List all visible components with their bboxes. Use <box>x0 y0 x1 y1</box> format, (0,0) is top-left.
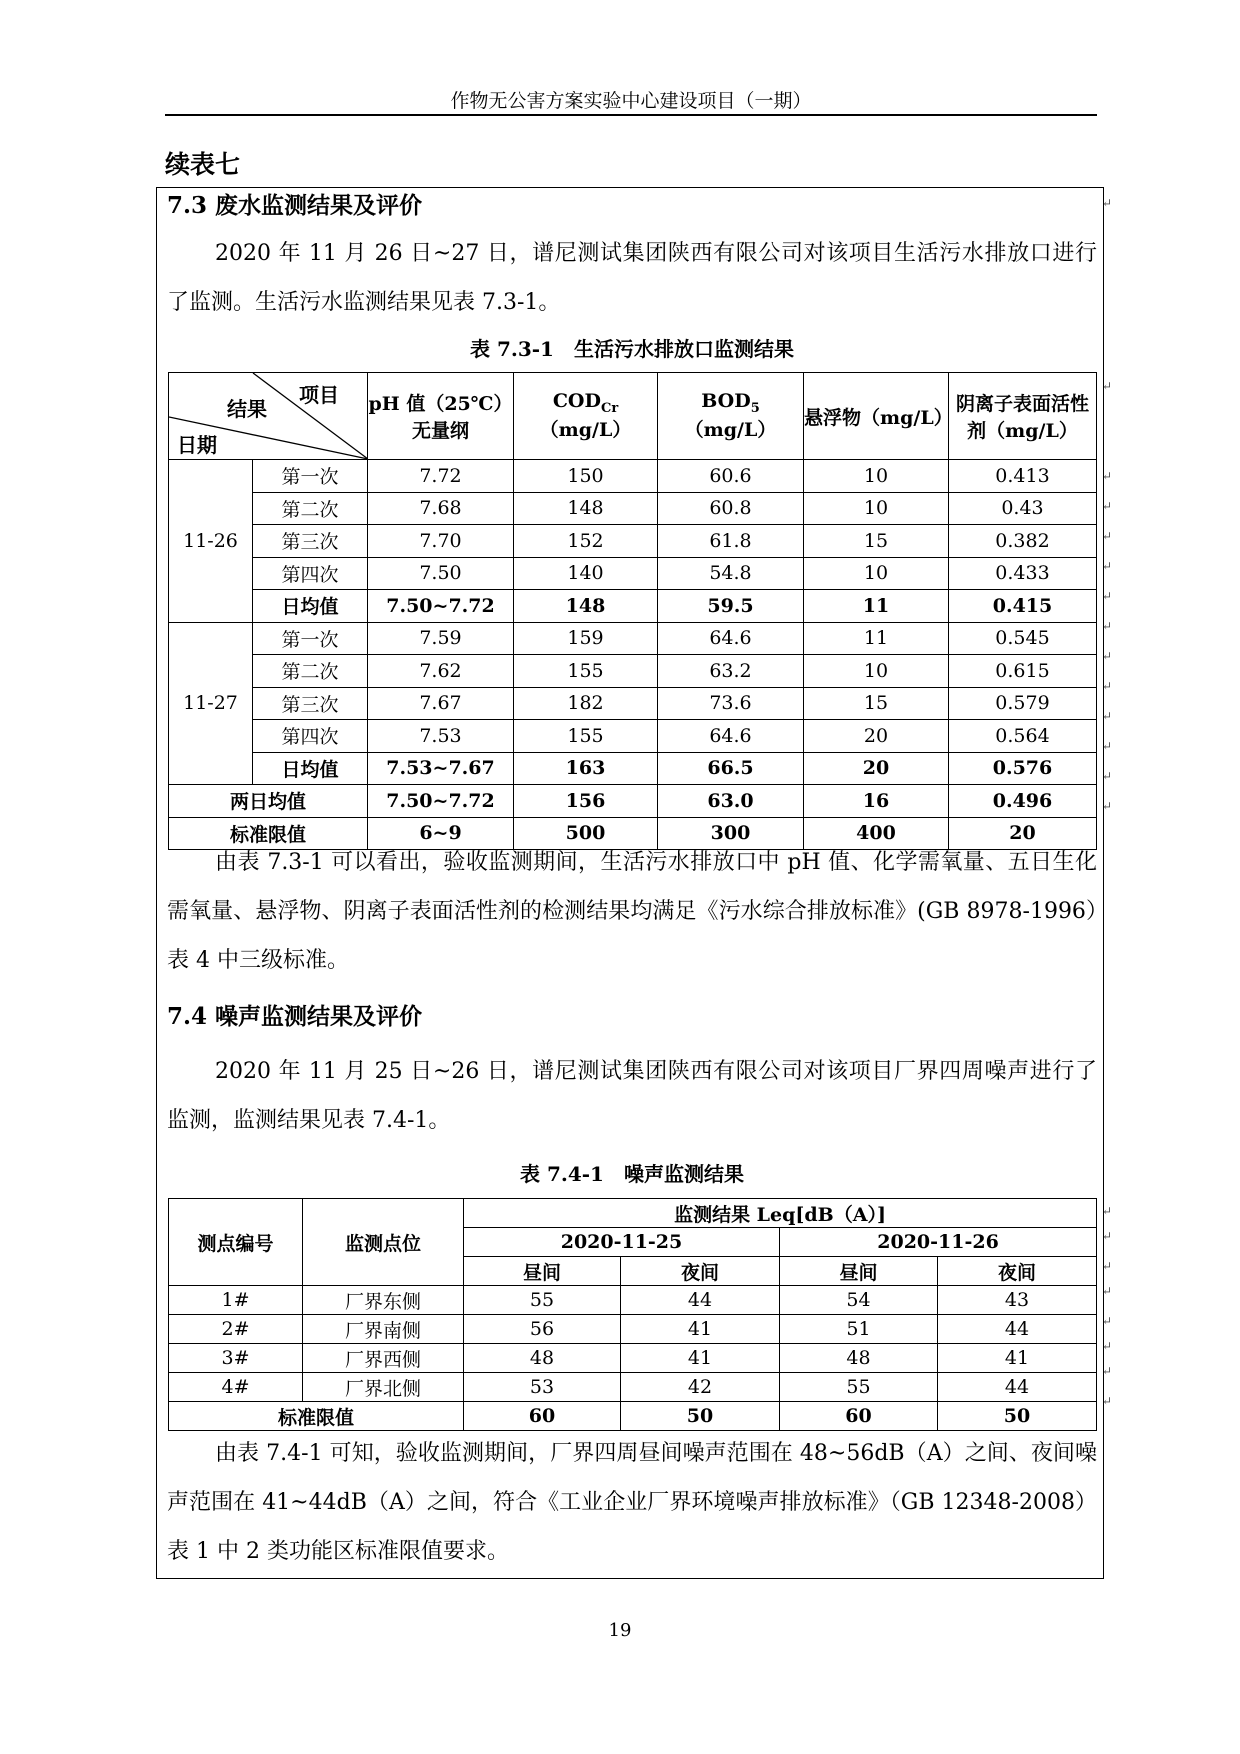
row-label: 日均值 <box>253 752 368 785</box>
col-bod: $BOD_5$ （mg/L） <box>658 373 804 460</box>
value-cell: 7.50~7.72 <box>368 785 514 818</box>
table-row <box>169 460 1097 493</box>
value-cell: 15 <box>804 525 949 558</box>
return-mark-icon: ↵ <box>1102 649 1113 663</box>
value-cell: 60.8 <box>658 492 804 525</box>
point-location: 厂界东侧 <box>303 1286 464 1315</box>
value-cell: 41 <box>938 1344 1097 1373</box>
summary-row <box>169 785 1097 818</box>
value-cell: 7.72 <box>368 460 514 493</box>
return-mark-icon: ↵ <box>1102 499 1113 513</box>
row-label: 第四次 <box>253 557 368 590</box>
value-cell: 10 <box>804 492 949 525</box>
col-period: 昼间 <box>780 1257 938 1286</box>
return-mark-icon: ↵ <box>1102 589 1113 603</box>
value-cell: 61.8 <box>658 525 804 558</box>
value-cell: 7.53~7.67 <box>368 752 514 785</box>
value-cell: 400 <box>804 817 949 850</box>
value-cell: 0.496 <box>949 785 1097 818</box>
wastewater-header-row <box>169 373 1097 460</box>
value-cell: 0.415 <box>949 590 1097 623</box>
value-cell: 0.564 <box>949 720 1097 753</box>
return-mark-icon: ↵ <box>1102 1394 1113 1408</box>
point-id: 3# <box>169 1344 303 1373</box>
return-mark-icon: ↵ <box>1102 1314 1113 1328</box>
table-row <box>169 1315 1097 1344</box>
summary-label: 标准限值 <box>169 1402 464 1431</box>
corner-date-label: 日期 <box>177 433 217 457</box>
wastewater-table <box>168 372 1097 850</box>
table-row <box>169 687 1097 720</box>
value-cell: 300 <box>658 817 804 850</box>
value-cell: 140 <box>514 557 658 590</box>
return-mark-icon: ↵ <box>1102 469 1113 483</box>
table-row <box>169 1373 1097 1402</box>
noise-header-row-1 <box>169 1199 1097 1228</box>
wastewater-intro: 2020 年 11 月 26 日~27 日，谱尼测试集团陕西有限公司对该项目生活污水排放口进行了监测。生活污水监测结果见表 7.3-1。 <box>167 241 1097 315</box>
value-cell: 11 <box>804 590 949 623</box>
value-cell: 54.8 <box>658 557 804 590</box>
page-number: 19 <box>608 1620 632 1641</box>
table-row <box>169 1344 1097 1373</box>
return-mark-icon: ↵ <box>1102 619 1113 633</box>
value-cell: 10 <box>804 460 949 493</box>
row-label: 第四次 <box>253 720 368 753</box>
col-location: 监测点位 <box>303 1199 464 1286</box>
row-label: 第一次 <box>253 622 368 655</box>
point-location: 厂界西侧 <box>303 1344 464 1373</box>
value-cell: 7.68 <box>368 492 514 525</box>
value-cell: 53 <box>464 1373 621 1402</box>
col-point-id: 测点编号 <box>169 1199 303 1286</box>
return-mark-icon: ↵ <box>1102 1229 1113 1243</box>
point-id: 1# <box>169 1286 303 1315</box>
value-cell: 20 <box>949 817 1097 850</box>
wastewater-table-caption: 表 7.3-1 生活污水排放口监测结果 <box>470 337 794 361</box>
value-cell: 0.433 <box>949 557 1097 590</box>
table-row <box>169 622 1097 655</box>
col-period: 夜间 <box>621 1257 780 1286</box>
wastewater-heading: 7.3 废水监测结果及评价 <box>167 192 423 219</box>
return-mark-icon: ↵ <box>1102 196 1113 210</box>
value-cell: 48 <box>464 1344 621 1373</box>
table-row <box>169 720 1097 753</box>
value-cell: 7.50 <box>368 557 514 590</box>
table-row <box>169 492 1097 525</box>
diagonal-corner-cell <box>169 373 368 460</box>
value-cell: 7.67 <box>368 687 514 720</box>
value-cell: 182 <box>514 687 658 720</box>
col-date-1: 2020-11-25 <box>464 1228 780 1257</box>
value-cell: 64.6 <box>658 622 804 655</box>
return-mark-icon: ↵ <box>1102 559 1113 573</box>
value-cell: 6~9 <box>368 817 514 850</box>
return-mark-icon: ↵ <box>1102 709 1113 723</box>
noise-table-caption: 表 7.4-1 噪声监测结果 <box>520 1162 744 1186</box>
return-mark-icon: ↵ <box>1102 1284 1113 1298</box>
value-cell: 155 <box>514 720 658 753</box>
value-cell: 10 <box>804 557 949 590</box>
table-row <box>169 557 1097 590</box>
value-cell: 44 <box>938 1373 1097 1402</box>
value-cell: 0.545 <box>949 622 1097 655</box>
value-cell: 41 <box>621 1315 780 1344</box>
value-cell: 60 <box>780 1402 938 1431</box>
noise-table-body <box>169 1286 1097 1431</box>
value-cell: 0.576 <box>949 752 1097 785</box>
summary-row <box>169 1402 1097 1431</box>
value-cell: 150 <box>514 460 658 493</box>
date-cell: 11-26 <box>169 460 253 623</box>
value-cell: 63.0 <box>658 785 804 818</box>
col-las: 阴离子表面活性剂（mg/L） <box>949 373 1097 460</box>
value-cell: 0.413 <box>949 460 1097 493</box>
return-mark-icon: ↵ <box>1102 1204 1113 1218</box>
row-label: 日均值 <box>253 590 368 623</box>
value-cell: 43 <box>938 1286 1097 1315</box>
value-cell: 0.579 <box>949 687 1097 720</box>
value-cell: 50 <box>938 1402 1097 1431</box>
value-cell: 0.615 <box>949 655 1097 688</box>
value-cell: 50 <box>621 1402 780 1431</box>
col-period: 昼间 <box>464 1257 621 1286</box>
return-mark-icon: ↵ <box>1102 679 1113 693</box>
point-id: 4# <box>169 1373 303 1402</box>
return-mark-icon: ↵ <box>1102 529 1113 543</box>
return-mark-icon: ↵ <box>1102 799 1113 813</box>
point-location: 厂界北侧 <box>303 1373 464 1402</box>
date-cell: 11-27 <box>169 622 253 785</box>
wastewater-table-body <box>169 460 1097 850</box>
return-mark-icon: ↵ <box>1102 379 1113 393</box>
value-cell: 60.6 <box>658 460 804 493</box>
col-result-header: 监测结果 Leq[dB（A）] <box>464 1199 1097 1228</box>
continued-label: 续表七 <box>165 150 241 179</box>
value-cell: 7.50~7.72 <box>368 590 514 623</box>
return-mark-icon: ↵ <box>1102 769 1113 783</box>
return-mark-icon: ↵ <box>1102 1339 1113 1353</box>
return-mark-icon: ↵ <box>1102 739 1113 753</box>
summary-label: 标准限值 <box>169 817 368 850</box>
summary-label: 两日均值 <box>169 785 368 818</box>
value-cell: 152 <box>514 525 658 558</box>
row-label: 第三次 <box>253 687 368 720</box>
row-label: 第一次 <box>253 460 368 493</box>
row-label: 第二次 <box>253 492 368 525</box>
point-id: 2# <box>169 1315 303 1344</box>
return-mark-icon: ↵ <box>1102 1259 1113 1273</box>
table-row <box>169 1286 1097 1315</box>
running-header: 作物无公害方案实验中心建设项目（一期） <box>450 90 812 112</box>
value-cell: 156 <box>514 785 658 818</box>
value-cell: 73.6 <box>658 687 804 720</box>
col-ph: pH 值（25℃）无量纲 <box>368 373 514 460</box>
value-cell: 10 <box>804 655 949 688</box>
value-cell: 48 <box>780 1344 938 1373</box>
value-cell: 11 <box>804 622 949 655</box>
value-cell: 54 <box>780 1286 938 1315</box>
value-cell: 44 <box>938 1315 1097 1344</box>
value-cell: 7.70 <box>368 525 514 558</box>
row-label: 第二次 <box>253 655 368 688</box>
value-cell: 16 <box>804 785 949 818</box>
noise-table <box>168 1198 1097 1431</box>
table-row <box>169 752 1097 785</box>
value-cell: 20 <box>804 720 949 753</box>
value-cell: 55 <box>464 1286 621 1315</box>
value-cell: 55 <box>780 1373 938 1402</box>
value-cell: 56 <box>464 1315 621 1344</box>
value-cell: 51 <box>780 1315 938 1344</box>
value-cell: 500 <box>514 817 658 850</box>
corner-item-label: 项目 <box>299 383 339 407</box>
noise-heading: 7.4 噪声监测结果及评价 <box>167 1003 423 1030</box>
noise-conclusion: 由表 7.4-1 可知，验收监测期间，厂界四周昼间噪声范围在 48~56dB（A）之间、夜间噪声范围在 41~44dB（A）之间，符合《工业企业厂界环境噪声排放标准》（GB 12348-2008）表 1 中 2 类功能区标准限值要求。 <box>167 1441 1097 1564</box>
col-period: 夜间 <box>938 1257 1097 1286</box>
table-row <box>169 525 1097 558</box>
value-cell: 163 <box>514 752 658 785</box>
value-cell: 7.62 <box>368 655 514 688</box>
value-cell: 0.382 <box>949 525 1097 558</box>
value-cell: 148 <box>514 492 658 525</box>
table-row <box>169 590 1097 623</box>
table-row <box>169 655 1097 688</box>
return-mark-icon: ↵ <box>1102 1364 1113 1378</box>
col-ss: 悬浮物（mg/L） <box>804 373 949 460</box>
col-date-2: 2020-11-26 <box>780 1228 1097 1257</box>
header-rule <box>165 114 1097 116</box>
value-cell: 66.5 <box>658 752 804 785</box>
value-cell: 15 <box>804 687 949 720</box>
value-cell: 148 <box>514 590 658 623</box>
value-cell: 7.59 <box>368 622 514 655</box>
value-cell: 44 <box>621 1286 780 1315</box>
corner-result-label: 结果 <box>227 397 267 421</box>
row-label: 第三次 <box>253 525 368 558</box>
value-cell: 60 <box>464 1402 621 1431</box>
noise-intro: 2020 年 11 月 25 日~26 日，谱尼测试集团陕西有限公司对该项目厂界四周噪声进行了监测，监测结果见表 7.4-1。 <box>167 1059 1097 1133</box>
point-location: 厂界南侧 <box>303 1315 464 1344</box>
value-cell: 64.6 <box>658 720 804 753</box>
value-cell: 59.5 <box>658 590 804 623</box>
value-cell: 0.43 <box>949 492 1097 525</box>
value-cell: 155 <box>514 655 658 688</box>
value-cell: 63.2 <box>658 655 804 688</box>
col-cod: $COD_{Cr}$ （mg/L） <box>514 373 658 460</box>
value-cell: 41 <box>621 1344 780 1373</box>
value-cell: 7.53 <box>368 720 514 753</box>
value-cell: 20 <box>804 752 949 785</box>
value-cell: 42 <box>621 1373 780 1402</box>
wastewater-conclusion: 由表 7.3-1 可以看出，验收监测期间，生活污水排放口中 pH 值、化学需氧量、五日生化需氧量、悬浮物、阴离子表面活性剂的检测结果均满足《污水综合排放标准》(GB 8978-1996）表 4 中三级标准。 <box>167 850 1097 973</box>
value-cell: 159 <box>514 622 658 655</box>
